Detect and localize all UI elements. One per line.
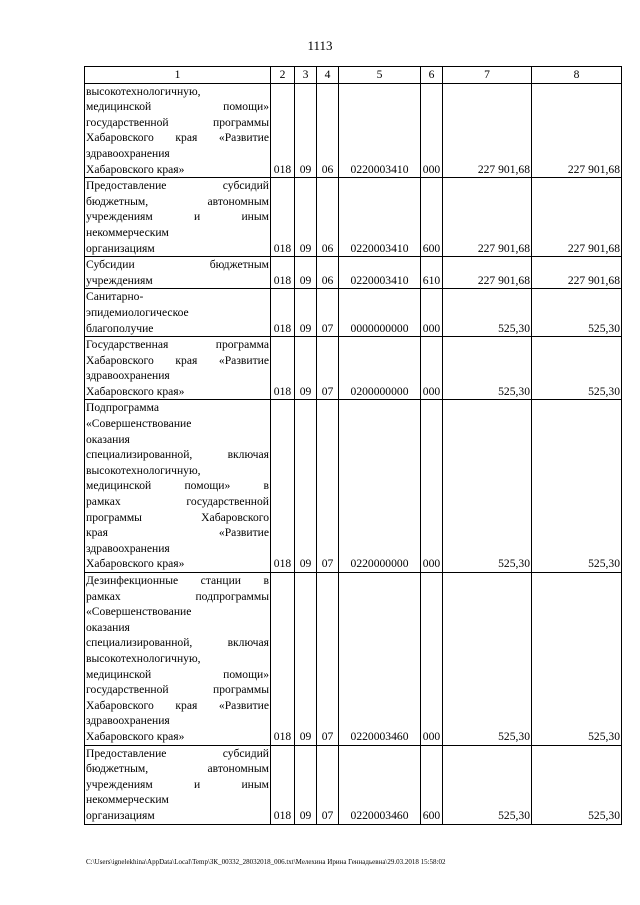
row-name-line: бюджетным, автономным [86, 194, 269, 208]
row-name-line: «Совершенствование [86, 417, 192, 431]
header-col-2: 2 [271, 67, 295, 84]
row-ved-code: 018 [271, 83, 295, 178]
header-col-3: 3 [295, 67, 317, 84]
table-body [85, 83, 622, 824]
table-row [85, 83, 622, 178]
row-target-article: 0220003460 [339, 745, 421, 824]
row-expense-type: 600 [421, 178, 443, 257]
row-subsection-code: 07 [317, 337, 339, 400]
row-amount-1: 525,30 [443, 573, 532, 746]
table-row [85, 257, 622, 289]
row-name [85, 257, 271, 289]
row-name-line: программы Хабаровского [86, 510, 269, 524]
row-name-line: медицинской помощи» в [86, 479, 269, 493]
row-name-line: здравоохранения [86, 369, 170, 383]
row-amount-1: 227 901,68 [443, 257, 532, 289]
row-name-line: здравоохранения [86, 541, 170, 555]
header-row [85, 67, 622, 84]
row-expense-type: 600 [421, 745, 443, 824]
row-name-line: высокотехнологичную, [86, 463, 201, 477]
row-name-line: организациям [86, 808, 155, 822]
row-name-line: рамках подпрограммы [86, 589, 269, 603]
row-expense-type: 000 [421, 573, 443, 746]
table-row [85, 745, 622, 824]
row-amount-1: 525,30 [443, 337, 532, 400]
row-target-article: 0200000000 [339, 337, 421, 400]
row-amount-1: 227 901,68 [443, 178, 532, 257]
row-name-line: Государственная программа [86, 338, 269, 352]
row-name-line: «Совершенствование [86, 605, 192, 619]
row-subsection-code: 07 [317, 400, 339, 573]
budget-table [84, 66, 622, 825]
row-section-code: 09 [295, 573, 317, 746]
row-amount-1: 525,30 [443, 289, 532, 337]
row-amount-2: 227 901,68 [532, 178, 622, 257]
row-name-line: Дезинфекционные станции в [86, 574, 269, 587]
row-ved-code: 018 [271, 400, 295, 573]
row-target-article: 0220003460 [339, 573, 421, 746]
row-name-line: Хабаровского края» [86, 729, 185, 743]
row-target-article: 0220003410 [339, 83, 421, 178]
row-target-article: 0220003410 [339, 257, 421, 289]
row-amount-1: 227 901,68 [443, 83, 532, 178]
row-amount-2: 227 901,68 [532, 257, 622, 289]
table-row [85, 289, 622, 337]
table-row [85, 573, 622, 746]
header-col-5: 5 [339, 67, 421, 84]
header-col-4: 4 [317, 67, 339, 84]
row-expense-type: 000 [421, 289, 443, 337]
row-name-line: оказания [86, 620, 130, 634]
row-name-line: медицинской помощи» [86, 667, 269, 681]
row-name-line: высокотехнологичную, [86, 84, 201, 98]
row-amount-2: 525,30 [532, 573, 622, 746]
row-amount-2: 525,30 [532, 745, 622, 824]
row-name-line: некоммерческим [86, 793, 169, 807]
row-section-code: 09 [295, 400, 317, 573]
row-amount-2: 525,30 [532, 400, 622, 573]
row-target-article: 0000000000 [339, 289, 421, 337]
row-name-line: Хабаровского края «Развитие [86, 698, 269, 712]
header-col-8: 8 [532, 67, 622, 84]
row-name-line: специализированной, включая [86, 636, 269, 650]
row-name-line: некоммерческим [86, 225, 169, 239]
row-amount-1: 525,30 [443, 745, 532, 824]
row-name-line: рамках государственной [86, 495, 269, 509]
row-ved-code: 018 [271, 178, 295, 257]
row-name-line: Предоставление субсидий [86, 746, 269, 760]
row-name-line: эпидемиологическое [86, 305, 189, 319]
row-name-line: Хабаровского края «Развитие [86, 353, 269, 367]
row-name-line: здравоохранения [86, 714, 170, 728]
row-name-line: Санитарно- [86, 290, 144, 304]
row-expense-type: 000 [421, 400, 443, 573]
row-ved-code: 018 [271, 745, 295, 824]
row-name [85, 289, 271, 337]
row-name [85, 178, 271, 257]
row-subsection-code: 07 [317, 573, 339, 746]
row-expense-type: 000 [421, 83, 443, 178]
row-name-line: Предоставление субсидий [86, 179, 269, 193]
table-row [85, 400, 622, 573]
row-ved-code: 018 [271, 337, 295, 400]
row-ved-code: 018 [271, 257, 295, 289]
row-name-line: Подпрограмма [86, 401, 159, 415]
row-name-line: государственной программы [86, 115, 269, 129]
row-section-code: 09 [295, 178, 317, 257]
row-name-line: бюджетным, автономным [86, 762, 269, 776]
row-name-line: благополучие [86, 321, 154, 335]
row-name-line: учреждениям и иным [86, 210, 269, 224]
row-ved-code: 018 [271, 289, 295, 337]
row-name [85, 573, 271, 746]
row-name-line: здравоохранения [86, 146, 170, 160]
row-name-line: края «Развитие [86, 526, 269, 540]
row-name-line: Хабаровского края «Развитие [86, 131, 269, 145]
table-row [85, 337, 622, 400]
row-expense-type: 610 [421, 257, 443, 289]
row-target-article: 0220000000 [339, 400, 421, 573]
row-subsection-code: 06 [317, 257, 339, 289]
row-name [85, 400, 271, 573]
row-name [85, 745, 271, 824]
row-subsection-code: 07 [317, 289, 339, 337]
row-name-line: организациям [86, 241, 155, 255]
row-expense-type: 000 [421, 337, 443, 400]
row-subsection-code: 06 [317, 83, 339, 178]
row-name-line: Хабаровского края» [86, 162, 185, 176]
row-ved-code: 018 [271, 573, 295, 746]
row-amount-1: 525,30 [443, 400, 532, 573]
row-name-line: оказания [86, 432, 130, 446]
row-name-line: высокотехнологичную, [86, 651, 201, 665]
row-subsection-code: 07 [317, 745, 339, 824]
row-name [85, 337, 271, 400]
row-section-code: 09 [295, 289, 317, 337]
row-name-line: медицинской помощи» [86, 100, 269, 114]
page-number: 1113 [307, 38, 333, 53]
row-name-line: Субсидии бюджетным [86, 258, 269, 272]
row-name-line: учреждениям [86, 273, 153, 287]
row-target-article: 0220003410 [339, 178, 421, 257]
row-amount-2: 227 901,68 [532, 83, 622, 178]
row-section-code: 09 [295, 257, 317, 289]
row-amount-2: 525,30 [532, 337, 622, 400]
row-section-code: 09 [295, 337, 317, 400]
row-section-code: 09 [295, 745, 317, 824]
row-name-line: государственной программы [86, 683, 269, 697]
row-name-line: Хабаровского края» [86, 384, 185, 398]
header-col-7: 7 [443, 67, 532, 84]
header-col-6: 6 [421, 67, 443, 84]
row-name-line: Хабаровского края» [86, 557, 185, 571]
file-path-footer: C:\Users\ignelekhina\AppData\Local\Temp\ЗК_00332_28032018_006.txt\Мелехина Ирина Геннадьевна\29.03.2018 15:58:02 [86, 858, 446, 866]
row-name-line: учреждениям и иным [86, 777, 269, 791]
row-name-line: специализированной, включая [86, 448, 269, 462]
row-section-code: 09 [295, 83, 317, 178]
table-row [85, 178, 622, 257]
row-name [85, 83, 271, 178]
row-amount-2: 525,30 [532, 289, 622, 337]
row-subsection-code: 06 [317, 178, 339, 257]
header-col-1: 1 [85, 67, 271, 84]
